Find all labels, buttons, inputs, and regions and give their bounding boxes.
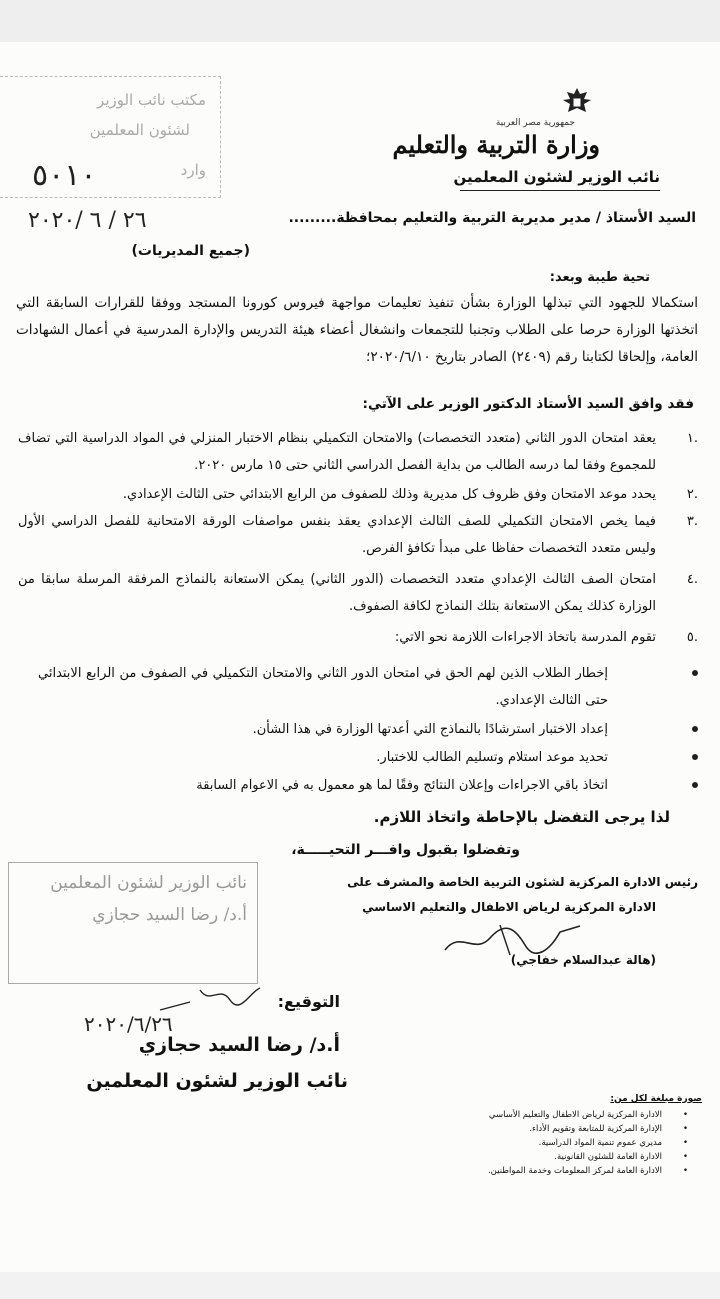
- cc-item: • الادارة المركزية لرياض الاطفال والتعليم الأساسي: [488, 1108, 688, 1122]
- item-text: يحدد موعد الامتحان وفق ظروف كل مديرية وذلك للصفوف من الرابع الابتدائي حتى الثالث الإعدادي.: [122, 487, 656, 502]
- all-directorates: (جميع المديريات): [131, 243, 250, 259]
- item-text: امتحان الصف الثالث الإعدادي متعدد التخصصات (الدور الثاني) يمكن الاستعانة بالنماذج المرفقة المرسلة سابقا من الوزارة كذلك يمكن الاستعانة بتلك النماذج لكافة الصفوف.: [18, 572, 656, 614]
- bottom-bar: [0, 1272, 720, 1299]
- ministry-country: جمهورية مصر العربية: [495, 118, 575, 128]
- cc-title: صورة مبلغة لكل من:: [610, 1094, 702, 1104]
- greeting: تحية طيبة وبعد:: [549, 270, 650, 285]
- central-head-subtitle: الادارة المركزية لرياض الاطفال والتعليم الاساسي: [362, 900, 656, 914]
- bullet-item: [38, 772, 698, 799]
- stamp-line: أ.د/ رضا السيد حجازي: [92, 905, 247, 925]
- bullet-text: إخطار الطلاب الذين لهم الحق في امتحان الدور الثاني والامتحان التكميلي في الصفوف من الرابع الابتدائي حتى الثالث الإعدادي.: [38, 666, 608, 708]
- item-number: .٣: [686, 514, 698, 529]
- cc-item: • مديري عموم تنمية المواد الدراسية.: [488, 1136, 688, 1150]
- bullet-icon: [692, 726, 698, 732]
- stamp-line: وارد: [180, 161, 206, 179]
- item-text: تقوم المدرسة باتخاذ الاجراءات اللازمة نحو الاتي:: [394, 630, 656, 645]
- bullet-icon: [692, 782, 698, 788]
- item-number: .٥: [686, 630, 698, 645]
- decision-heading: فقد وافق السيد الأستاذ الدكتور الوزير على الآتي:: [362, 396, 694, 412]
- item-number: .٤: [686, 572, 698, 587]
- item-text: فيما يخص الامتحان التكميلي للصف الثالث الإعدادي يعقد بنفس مواصفات الورقة الامتحانية للفصل الدراسي الأول وليس متعدد التخصصات حفاظا على مبدأ تكافؤ الفرص.: [18, 514, 656, 556]
- bullet-icon: [692, 670, 698, 676]
- closing-line: لذا يرجى التفضل بالإحاطة واتخاذ اللازم.: [373, 808, 670, 826]
- top-bar: [0, 0, 720, 42]
- bullet-text: اتخاذ باقي الاجراءات وإعلان النتائج وفقًا لما هو معمول به في الاعوام السابقة: [196, 778, 608, 793]
- item-number: .٢: [686, 487, 698, 502]
- item-text: يعقد امتحان الدور الثاني (متعدد التخصصات) والامتحان التكميلي بنظام الاختبار المنزلي في المواد الدراسية التي تضاف للمجموع وفقا لما درسه الطالب من بداية الفصل الدراسي الثاني حتى ١٥ مارس ٢٠٢٠.: [18, 431, 656, 473]
- handwritten-date: ٢٦ / ٦ /٢٠٢٠: [28, 208, 147, 233]
- intro-paragraph: استكمالا للجهود التي تبذلها الوزارة بشأن تنفيذ تعليمات مواجهة فيروس كورونا المستجد ووفقا للقرارات السابقة التي اتخذتها الوزارة حرصا على الطلاب وتجنبا للتجمعات وانشغال أعضاء هيئة التدريس والإدارة المدرسية في أعمال الشهادات العامة، وإلحاقا لكتابنا رقم (٢٤٠٩) الصادر بتاريخ ٢٠٢٠/٦/١٠؛: [16, 295, 698, 365]
- list-item: [18, 508, 698, 562]
- cc-list: [488, 1108, 688, 1178]
- bullet-item: [38, 716, 698, 743]
- cc-item: • الادارة العامة لمركز المعلومات وخدمة المواطنين.: [488, 1164, 688, 1178]
- central-head-name: (هالة عبدالسلام خفاجي): [510, 953, 656, 967]
- cc-item: • الادارة العامة للشئون القانونية.: [488, 1150, 688, 1164]
- regards-line: وتفضلوا بقبول وافـــر التحيـــــة،: [291, 842, 520, 858]
- eagle-emblem-icon: [560, 86, 594, 116]
- official-stamp: [8, 862, 258, 984]
- stamp-line: لشئون المعلمين: [89, 121, 190, 139]
- stamp-line: مكتب نائب الوزير: [97, 91, 206, 109]
- signatory-name: أ.د/ رضا السيد حجازي: [138, 1034, 340, 1056]
- signature-date: ٢٠٢٠/٦/٢٦: [84, 1012, 173, 1036]
- central-head-title: رئيس الادارة المركزية لشئون التربية الخاصة والمشرف على: [347, 875, 698, 889]
- signature-label: التوقيع:: [277, 992, 340, 1011]
- header-divider: [460, 190, 660, 191]
- list-item: [18, 624, 698, 651]
- bullet-item: [38, 744, 698, 771]
- bullet-item: [38, 660, 698, 714]
- list-item: [18, 425, 698, 479]
- list-item: [18, 481, 698, 508]
- addressee: السيد الأستاذ / مدير مديرية التربية والتعليم بمحافظة.........: [288, 210, 696, 226]
- bullet-text: تحديد موعد استلام وتسليم الطالب للاختبار.: [376, 750, 608, 765]
- handwritten-number: ٥٠١٠: [32, 158, 97, 193]
- item-number: .١: [686, 431, 698, 446]
- cc-item: • الإدارة المركزية للمتابعة وتقويم الأداء.: [488, 1122, 688, 1136]
- ministry-logo-text: وزارة التربية والتعليم: [392, 130, 600, 159]
- bullet-text: إعداد الاختبار استرشادًا بالنماذج التي أعدتها الوزارة في هذا الشأن.: [252, 722, 608, 737]
- header-title: نائب الوزير لشئون المعلمين: [453, 168, 660, 186]
- list-item: [18, 566, 698, 620]
- signatory-title: نائب الوزير لشئون المعلمين: [86, 1070, 348, 1092]
- stamp-line: نائب الوزير لشئون المعلمين: [50, 873, 247, 893]
- bullet-icon: [692, 754, 698, 760]
